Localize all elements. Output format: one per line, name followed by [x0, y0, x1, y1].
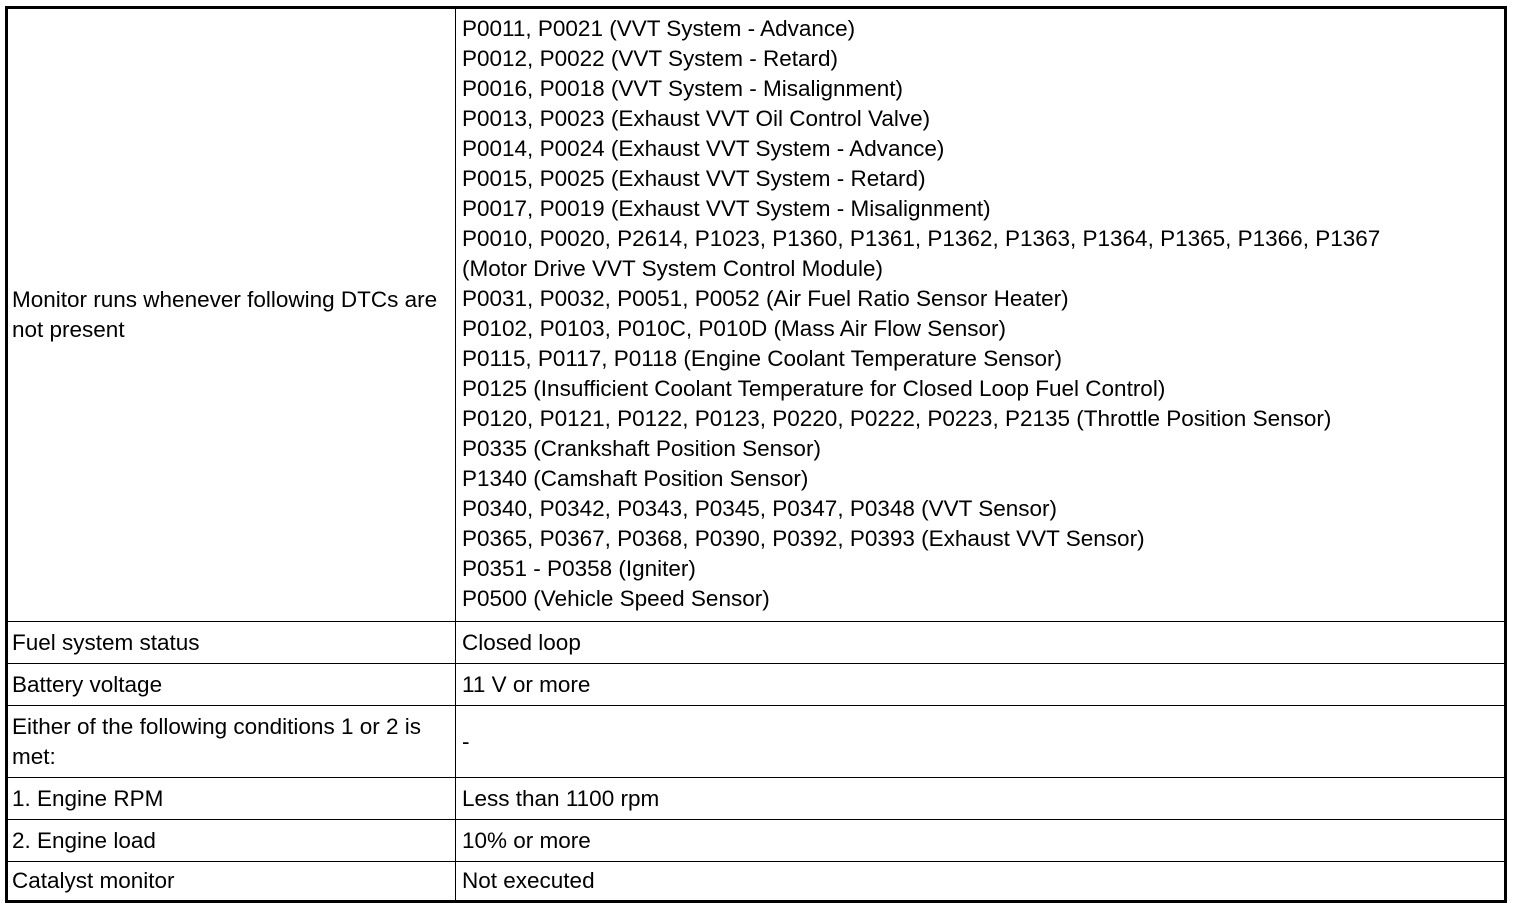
dtc-line: P0017, P0019 (Exhaust VVT System - Misalignment) [462, 196, 991, 221]
condition-label-text: Either of the following conditions 1 or 2 is met: [12, 713, 421, 769]
condition-label [8, 9, 456, 621]
condition-label-text: Catalyst monitor [12, 868, 175, 893]
condition-value-text: 10% or more [462, 827, 591, 853]
condition-value [457, 778, 1504, 819]
dtc-line: P0500 (Vehicle Speed Sensor) [462, 586, 770, 611]
dtc-line: P0014, P0024 (Exhaust VVT System - Advance) [462, 136, 945, 161]
condition-label [8, 862, 456, 900]
dtc-line: P0010, P0020, P2614, P1023, P1360, P1361, P1362, P1363, P1364, P1365, P1366, P1367 [462, 226, 1381, 251]
condition-value [457, 706, 1504, 777]
dtc-line: P0012, P0022 (VVT System - Retard) [462, 46, 839, 71]
condition-label-text: Monitor runs whenever following DTCs are not present [12, 287, 438, 342]
condition-label [8, 778, 456, 819]
dtc-line: P0335 (Crankshaft Position Sensor) [462, 436, 821, 461]
dtc-line: P0102, P0103, P010C, P010D (Mass Air Flow Sensor) [462, 316, 1007, 341]
dtc-line: P0015, P0025 (Exhaust VVT System - Retard) [462, 166, 926, 191]
condition-value [457, 622, 1504, 663]
condition-value [457, 664, 1504, 705]
dtc-line: P0115, P0117, P0118 (Engine Coolant Temperature Sensor) [462, 346, 1062, 371]
conditions-table [5, 6, 1507, 903]
table-row-engine-load [8, 820, 1504, 862]
condition-value-text: - [462, 728, 470, 754]
dtc-line: P0120, P0121, P0122, P0123, P0220, P0222, P0223, P2135 (Throttle Position Sensor) [462, 406, 1332, 431]
condition-value [457, 862, 1504, 900]
dtc-line: P0365, P0367, P0368, P0390, P0392, P0393 (Exhaust VVT Sensor) [462, 526, 1145, 551]
dtc-line: P0013, P0023 (Exhaust VVT Oil Control Valve) [462, 106, 931, 131]
condition-label [8, 622, 456, 663]
dtc-line: P0011, P0021 (VVT System - Advance) [462, 16, 856, 41]
condition-label-text: Fuel system status [12, 629, 200, 655]
condition-label [8, 820, 456, 861]
condition-label-text: Battery voltage [12, 671, 163, 697]
table-row-engine-rpm [8, 778, 1504, 820]
dtc-line: P0351 - P0358 (Igniter) [462, 556, 696, 581]
condition-value-text: 11 V or more [462, 671, 591, 697]
condition-value-text: Not executed [462, 868, 595, 893]
table-row-fuel-system [8, 622, 1504, 664]
dtc-list [462, 9, 1380, 614]
dtc-line: P0125 (Insufficient Coolant Temperature for Closed Loop Fuel Control) [462, 376, 1166, 401]
condition-label [8, 706, 456, 777]
dtc-line: P0031, P0032, P0051, P0052 (Air Fuel Ratio Sensor Heater) [462, 286, 1069, 311]
dtc-line: P1340 (Camshaft Position Sensor) [462, 466, 809, 491]
table-row-catalyst-monitor [8, 862, 1504, 900]
condition-label-text: 2. Engine load [12, 827, 156, 853]
dtc-list-cell [457, 9, 1504, 621]
table-row-dtc [8, 9, 1504, 622]
dtc-line: P0340, P0342, P0343, P0345, P0347, P0348 (VVT Sensor) [462, 496, 1058, 521]
dtc-line: P0016, P0018 (VVT System - Misalignment) [462, 76, 904, 101]
condition-value-text: Less than 1100 rpm [462, 785, 660, 811]
dtc-line: (Motor Drive VVT System Control Module) [462, 256, 883, 281]
table-row-either-condition [8, 706, 1504, 778]
condition-value-text: Closed loop [462, 629, 581, 655]
condition-label-text: 1. Engine RPM [12, 785, 164, 811]
table-row-battery [8, 664, 1504, 706]
condition-value [457, 820, 1504, 861]
condition-label [8, 664, 456, 705]
